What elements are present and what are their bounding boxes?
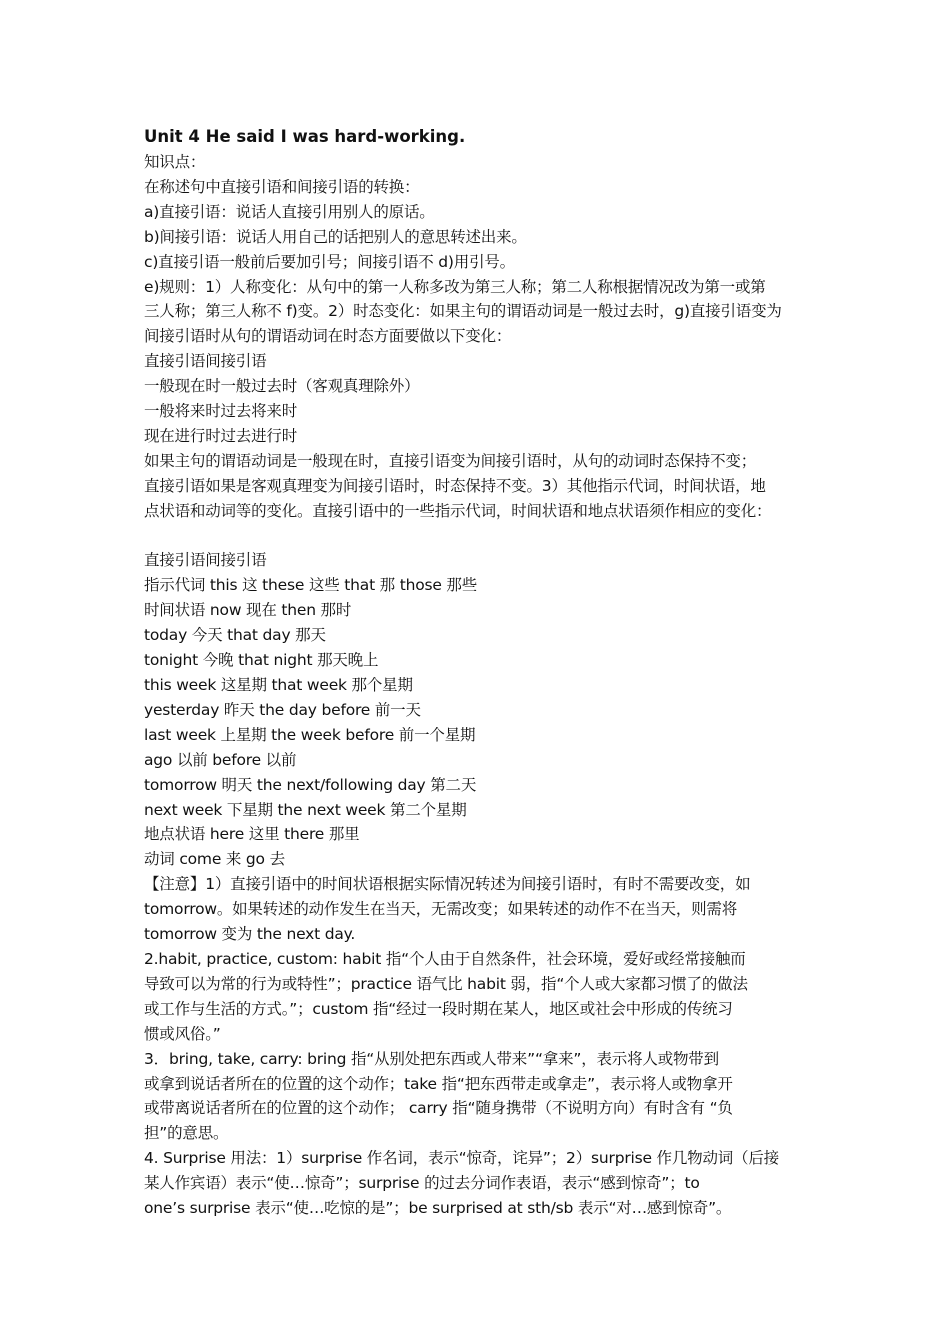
text-line: 4. Surprise 用法：1）surprise 作名词，表示“惊奇，诧异”；2）surprise 作几物动词（后接 xyxy=(144,1149,779,1168)
text-line: 惯或风俗。” xyxy=(144,1024,221,1043)
text-line: 指示代词 this 这 these 这些 that 那 those 那些 xyxy=(144,576,478,595)
text-line: 一般将来时过去将来时 xyxy=(144,402,298,421)
text-line: tonight 今晚 that night 那天晚上 xyxy=(144,651,379,670)
text-line: 或带离说话者所在的位置的这个动作； carry 指“随身携带（不说明方向）有时含有 “负 xyxy=(144,1099,733,1118)
text-line: tomorrow 变为 the next day. xyxy=(144,925,356,944)
text-line: 担”的意思。 xyxy=(144,1124,229,1143)
text-line: next week 下星期 the next week 第二个星期 xyxy=(144,800,467,819)
text-line: 间接引语时从句的谓语动词在时态方面要做以下变化： xyxy=(144,327,512,346)
text-line: tomorrow 明天 the next/following day 第二天 xyxy=(144,775,477,794)
text-line: 知识点： xyxy=(144,153,206,171)
text-line: 直接引语间接引语 xyxy=(144,551,267,570)
text-line: 地点状语 here 这里 there 那里 xyxy=(144,825,360,844)
text-line: 3．bring, take, carry: bring 指“从别处把东西或人带来”“拿来”，表示将人或物带到 xyxy=(144,1049,719,1068)
text-line: a)直接引语：说话人直接引用别人的原话。 xyxy=(144,202,435,221)
text-line: 一般现在时一般过去时（客观真理除外） xyxy=(144,377,420,396)
document-page xyxy=(144,124,814,1221)
text-line: this week 这星期 that week 那个星期 xyxy=(144,676,413,695)
text-line: 或拿到说话者所在的位置的这个动作；take 指“把东西带走或拿走”，表示将人或物拿开 xyxy=(144,1074,733,1093)
text-line: ago 以前 before 以前 xyxy=(144,750,297,769)
text-line: 如果主句的谓语动词是一般现在时，直接引语变为间接引语时，从句的动词时态保持不变； xyxy=(144,451,757,470)
document-body xyxy=(144,150,814,1221)
text-line: 某人作宾语）表示“使…惊奇”；surprise 的过去分词作表语，表示“感到惊奇”；to xyxy=(144,1174,700,1193)
text-line: 导致可以为常的行为或特性”；practice 语气比 habit 弱，指“个人或大家都习惯了的做法 xyxy=(144,974,748,993)
text-line: last week 上星期 the week before 前一个星期 xyxy=(144,725,476,744)
text-line: 或工作与生活的方式。”；custom 指“经过一段时期在某人，地区或社会中形成的传统习 xyxy=(144,999,733,1018)
text-line: one’s surprise 表示“使…吃惊的是”；be surprised at sth/sb 表示“对…感到惊奇”。 xyxy=(144,1199,732,1218)
text-line: b)间接引语：说话人用自己的话把别人的意思转述出来。 xyxy=(144,227,527,246)
text-line: 【注意】1）直接引语中的时间状语根据实际情况转述为间接引语时，有时不需要改变，如 xyxy=(144,875,751,894)
text-line: 直接引语间接引语 xyxy=(144,352,267,371)
text-line: 在称述句中直接引语和间接引语的转换： xyxy=(144,177,420,196)
text-line: yesterday 昨天 the day before 前一天 xyxy=(144,700,421,719)
text-line: 现在进行时过去进行时 xyxy=(144,426,298,445)
text-line: 三人称；第三人称不 f)变。2）时态变化：如果主句的谓语动词是一般过去时，g)直接引语变为 xyxy=(144,302,782,321)
text-line: 时间状语 now 现在 then 那时 xyxy=(144,601,352,620)
text-line: 直接引语如果是客观真理变为间接引语时，时态保持不变。3）其他指示代词，时间状语，地 xyxy=(144,476,766,495)
text-line: 2.habit, practice, custom: habit 指“个人由于自然条件，社会环境，爱好或经常接触而 xyxy=(144,949,746,968)
text-line: c)直接引语一般前后要加引号；间接引语不 d)用引号。 xyxy=(144,252,515,271)
text-line: tomorrow。如果转述的动作发生在当天，无需改变；如果转述的动作不在当天，则需将 xyxy=(144,900,738,919)
text-line: today 今天 that day 那天 xyxy=(144,626,326,645)
blank-line xyxy=(144,524,814,549)
text-line: 点状语和动词等的变化。直接引语中的一些指示代词，时间状语和地点状语须作相应的变化： xyxy=(144,501,772,520)
text-line: 动词 come 来 go 去 xyxy=(144,850,285,869)
document-title: Unit 4 He said I was hard-working. xyxy=(144,127,466,146)
text-line: e)规则：1）人称变化：从句中的第一人称多改为第三人称；第二人称根据情况改为第一或第 xyxy=(144,277,766,296)
